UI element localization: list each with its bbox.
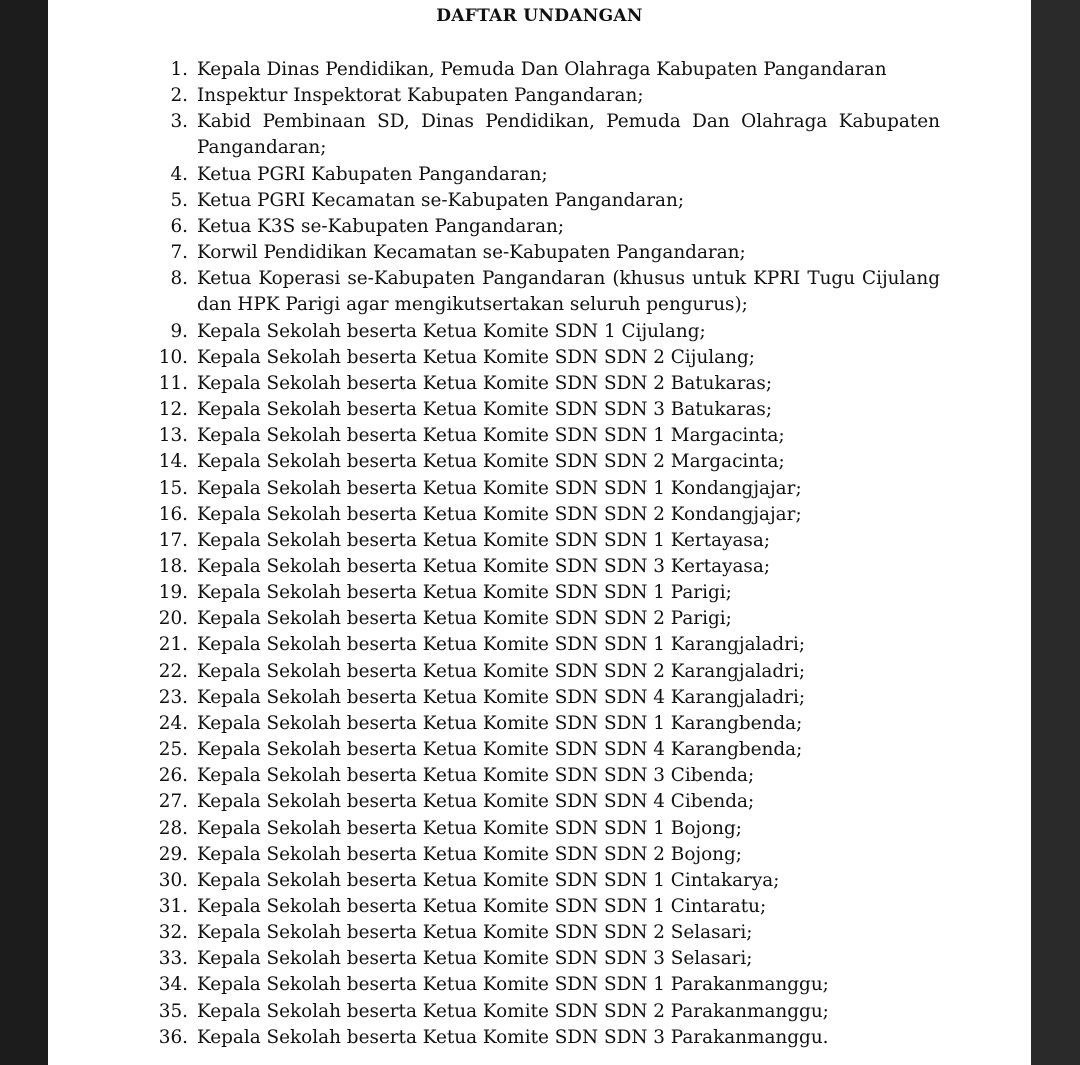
item-number: 25. [158,739,188,761]
list-item [138,632,940,658]
item-text: Kepala Sekolah beserta Ketua Komite SDN SDN 1 Kondangjajar; [197,477,802,499]
list-item [138,188,940,214]
item-text: Kepala Sekolah beserta Ketua Komite SDN SDN 1 Cintakarya; [197,869,780,891]
item-number: 35. [158,1000,188,1022]
list-item [138,816,940,842]
item-text: Kepala Sekolah beserta Ketua Komite SDN SDN 2 Bojong; [197,843,742,865]
item-number: 12. [158,399,188,421]
item-text: Kepala Sekolah beserta Ketua Komite SDN SDN 4 Cibenda; [197,791,755,813]
item-number: 26. [158,765,188,787]
list-item [138,894,940,920]
list-item [138,606,940,632]
list-item [138,659,940,685]
item-text: Kabid Pembinaan SD, Dinas Pendidikan, Pemuda Dan Olahraga Kabupaten Pangandaran; [197,111,940,159]
item-text: Kepala Sekolah beserta Ketua Komite SDN SDN 1 Parigi; [197,582,732,604]
item-number: 31. [158,896,188,917]
item-number: 19. [158,582,188,604]
list-item [138,580,940,606]
item-text: Kepala Sekolah beserta Ketua Komite SDN SDN 1 Margacinta; [197,425,785,447]
item-text: Kepala Sekolah beserta Ketua Komite SDN SDN 2 Parigi; [197,608,732,630]
item-text: Kepala Sekolah beserta Ketua Komite SDN SDN 2 Cijulang; [197,346,755,368]
item-text: Ketua PGRI Kabupaten Pangandaran; [197,163,548,185]
item-text: Kepala Sekolah beserta Ketua Komite SDN SDN 1 Parakanmanggu; [197,974,829,996]
item-number: 1. [170,59,188,80]
item-number: 21. [158,634,188,656]
list-item [138,109,940,161]
list-item [138,528,940,554]
item-text: Kepala Sekolah beserta Ketua Komite SDN SDN 1 Kertayasa; [197,529,771,551]
item-text: Kepala Sekolah beserta Ketua Komite SDN SDN 2 Margacinta; [197,451,785,473]
item-number: 18. [158,555,188,577]
item-number: 5. [170,189,188,211]
list-item [138,842,940,868]
list-item [138,319,940,345]
item-number: 23. [158,686,188,708]
list-item [138,737,940,763]
page-edge [1031,0,1080,1065]
item-text: Kepala Dinas Pendidikan, Pemuda Dan Olahraga Kabupaten Pangandaran [197,59,887,80]
item-number: 24. [158,712,188,734]
item-number: 15. [158,477,188,499]
item-number: 34. [158,974,188,996]
item-text: Kepala Sekolah beserta Ketua Komite SDN SDN 2 Kondangjajar; [197,503,802,525]
item-number: 9. [170,320,188,342]
item-number: 33. [158,948,188,970]
list-item [138,999,940,1025]
item-number: 10. [158,346,188,368]
item-number: 32. [158,922,188,944]
item-text: Kepala Sekolah beserta Ketua Komite SDN SDN 4 Karangjaladri; [197,686,806,708]
item-text: Kepala Sekolah beserta Ketua Komite SDN SDN 1 Karangbenda; [197,712,803,734]
item-number: 29. [158,843,188,865]
list-item [138,711,940,737]
list-item [138,685,940,711]
list-item [138,240,940,266]
item-number: 2. [170,85,188,107]
list-item [138,162,940,188]
item-text: Ketua Koperasi se-Kabupaten Pangandaran (khusus untuk KPRI Tugu Cijulang dan HPK Parigi agar mengikutsertakan seluruh pengurus); [197,268,940,316]
list-item [138,789,940,815]
item-text: Ketua PGRI Kecamatan se-Kabupaten Pangandaran; [197,189,685,211]
list-item [138,423,940,449]
document-title: DAFTAR UNDANGAN [436,6,643,26]
item-text: Kepala Sekolah beserta Ketua Komite SDN SDN 2 Batukaras; [197,372,773,394]
list-item [138,946,940,972]
item-text: Korwil Pendidikan Kecamatan se-Kabupaten Pangandaran; [197,242,746,264]
list-item [138,57,940,83]
document-page [48,0,1031,1065]
item-number: 4. [170,163,188,185]
list-item [138,502,940,528]
item-text: Kepala Sekolah beserta Ketua Komite SDN SDN 3 Cibenda; [197,765,755,787]
list-item [138,449,940,475]
item-number: 3. [170,111,188,133]
item-text: Kepala Sekolah beserta Ketua Komite SDN SDN 1 Cintaratu; [197,896,767,917]
list-item [138,868,940,894]
item-number: 30. [158,869,188,891]
item-number: 11. [158,372,188,394]
item-text: Kepala Sekolah beserta Ketua Komite SDN SDN 4 Karangbenda; [197,739,803,761]
item-text: Kepala Sekolah beserta Ketua Komite SDN SDN 2 Karangjaladri; [197,660,806,682]
list-item [138,763,940,789]
item-number: 14. [158,451,188,473]
item-text: Ketua K3S se-Kabupaten Pangandaran; [197,215,565,237]
item-text: Kepala Sekolah beserta Ketua Komite SDN SDN 1 Karangjaladri; [197,634,806,656]
invitation-list [138,57,940,1051]
item-number: 27. [158,791,188,813]
item-number: 13. [158,425,188,447]
item-number: 20. [158,608,188,630]
item-text: Kepala Sekolah beserta Ketua Komite SDN SDN 3 Kertayasa; [197,555,771,577]
item-number: 16. [158,503,188,525]
list-item [138,397,940,423]
item-text: Kepala Sekolah beserta Ketua Komite SDN SDN 2 Parakanmanggu; [197,1000,829,1022]
list-item [138,972,940,998]
item-number: 22. [158,660,188,682]
item-text: Kepala Sekolah beserta Ketua Komite SDN SDN 3 Batukaras; [197,399,773,421]
list-item [138,554,940,580]
item-number: 36. [158,1026,188,1048]
item-text: Kepala Sekolah beserta Ketua Komite SDN SDN 3 Selasari; [197,948,753,970]
list-item [138,371,940,397]
item-number: 7. [170,242,188,264]
item-number: 17. [158,529,188,551]
item-text: Kepala Sekolah beserta Ketua Komite SDN 1 Cijulang; [197,320,706,342]
item-text: Kepala Sekolah beserta Ketua Komite SDN SDN 1 Bojong; [197,817,742,839]
list-item [138,1025,940,1051]
list-item [138,920,940,946]
item-text: Kepala Sekolah beserta Ketua Komite SDN SDN 3 Parakanmanggu. [197,1026,829,1048]
item-text: Inspektur Inspektorat Kabupaten Pangandaran; [197,85,644,107]
list-item [138,266,940,318]
list-item [138,345,940,371]
item-number: 8. [170,268,188,290]
list-item [138,214,940,240]
item-number: 6. [170,215,188,237]
list-item [138,476,940,502]
item-number: 28. [158,817,188,839]
list-item [138,83,940,109]
item-text: Kepala Sekolah beserta Ketua Komite SDN SDN 2 Selasari; [197,922,753,944]
